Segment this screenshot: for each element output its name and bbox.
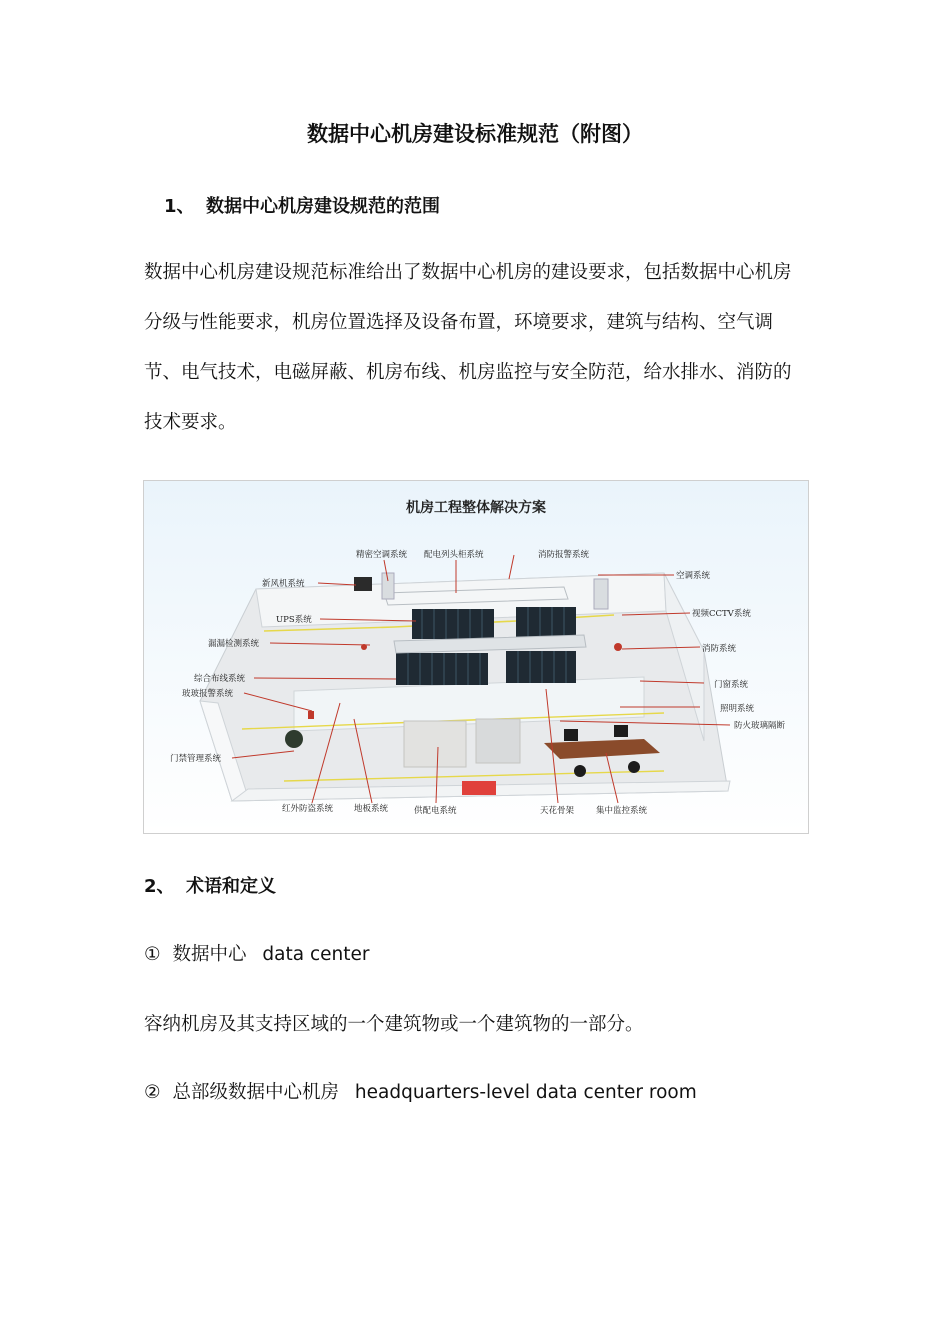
page-title: 数据中心机房建设标准规范（附图） — [307, 122, 643, 146]
definition-1: 容纳机房及其支持区域的一个建筑物或一个建筑物的一部分。 — [144, 1014, 644, 1035]
label-glass-break-alarm: 玻玻报警系统 — [182, 689, 234, 699]
label-structured-cabling: 综合布线系统 — [194, 674, 246, 684]
term-2 — [144, 1078, 697, 1104]
label-floor-system: 地板系统 — [354, 804, 389, 814]
label-infrared-security: 红外防盗系统 — [282, 804, 334, 814]
label-cctv: 视频CCTV系统 — [692, 609, 751, 619]
label-access-control: 门禁管理系统 — [170, 754, 222, 764]
label-doors-windows: 门窗系统 — [714, 680, 749, 690]
label-air-conditioning: 空调系统 — [676, 571, 711, 581]
label-power-supply: 供配电系统 — [414, 806, 457, 816]
label-fire-alarm: 消防报警系统 — [538, 550, 590, 560]
paragraph-scope: 数据中心机房建设规范标准给出了数据中心机房的建设要求，包括数据中心机房分级与性能要求，机房位置选择及设备布置，环境要求，建筑与结构、空气调节、电气技术，电磁屏蔽、机房布线、机房监控与安全防范，给水排水、消防的技术要求。 — [144, 262, 792, 433]
term-2-zh: 总部级数据中心机房 — [172, 1082, 339, 1103]
label-ups: UPS系统 — [276, 615, 312, 625]
label-central-monitoring: 集中监控系统 — [596, 806, 648, 816]
term-1-en: data center — [262, 944, 370, 965]
section-1-number: 1、 — [164, 196, 195, 217]
section-1-heading — [164, 192, 440, 218]
label-lighting: 照明系统 — [720, 704, 755, 714]
label-ceiling-frame: 天花骨架 — [540, 806, 575, 816]
section-2-title: 术语和定义 — [186, 876, 276, 897]
datacenter-figure — [143, 480, 809, 834]
label-pdu-cabinet: 配电列头柜系统 — [424, 550, 484, 560]
label-fresh-air: 新风机系统 — [262, 579, 305, 589]
term-2-en: headquarters-level data center room — [354, 1082, 697, 1103]
label-fire-glass-partition: 防火玻璃隔断 — [734, 721, 786, 731]
label-leak-detection: 漏漏检测系统 — [208, 639, 260, 649]
section-2-number: 2、 — [144, 876, 175, 897]
datacenter-illustration — [144, 481, 808, 833]
term-1 — [144, 940, 369, 966]
section-1-title: 数据中心机房建设规范的范围 — [206, 196, 440, 217]
section-2-heading — [144, 872, 276, 898]
term-1-marker: ① — [144, 944, 161, 965]
figure-title: 机房工程整体解决方案 — [406, 500, 546, 516]
term-2-marker: ② — [144, 1082, 161, 1103]
label-fire-suppression: 消防系统 — [702, 644, 737, 654]
term-1-zh: 数据中心 — [172, 944, 247, 965]
label-precision-ac: 精密空调系统 — [356, 550, 408, 560]
